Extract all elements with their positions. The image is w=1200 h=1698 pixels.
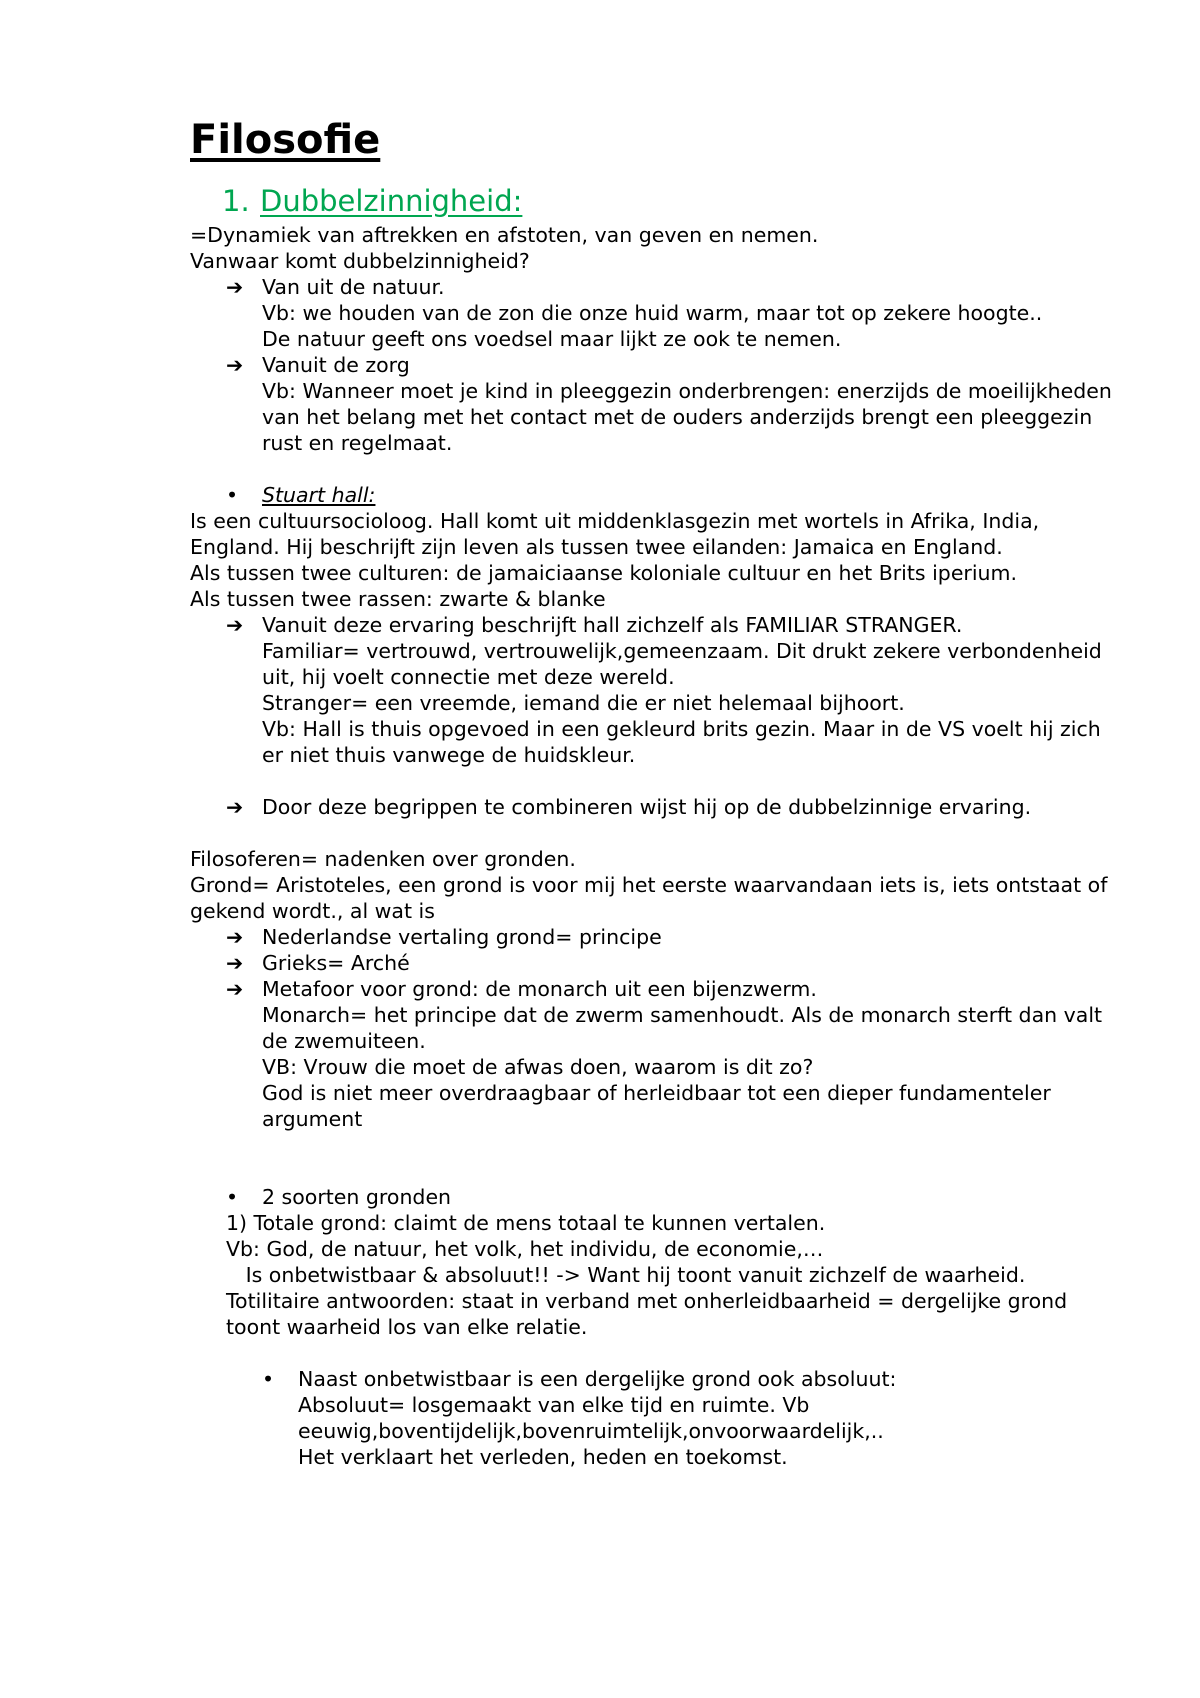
stuart-paragraph: Als tussen twee culturen: de jamaiciaanse koloniale cultuur en het Brits iperium. (190, 561, 1018, 585)
absoluut-line: Naast onbetwistbaar is een dergelijke grond ook absoluut: (298, 1367, 897, 1391)
soorten-line: Totilitaire antwoorden: staat in verband met onherleidbaarheid = dergelijke grond toont waarheid los van elke relatie. (226, 1289, 1068, 1339)
arrow-line: Monarch= het principe dat de zwerm samenhoudt. Als de monarch sterft dan valt de zwemuiteen. (262, 1003, 1103, 1053)
stuart-paragraph: Is een cultuursocioloog. Hall komt uit middenklasgezin met wortels in Afrika, India, England. Hij beschrijft zijn leven als tussen twee eilanden: Jamaica en England. (190, 509, 1040, 559)
arrow-item-metafoor (190, 976, 1120, 1132)
arrow-line: Vb: Wanneer moet je kind in pleeggezin onderbrengen: enerzijds de moeilijkheden van het belang met het contact met de ouders anderzijds brengt een pleeggezin rust en regelmaat. (262, 379, 1112, 455)
stuart-hall-label: Stuart hall: (262, 483, 376, 507)
spacer (190, 1132, 1120, 1184)
page-title: Filosofie (190, 117, 381, 163)
arrow-line: God is niet meer overdraagbaar of herleidbaar tot een dieper fundamenteler argument (262, 1081, 1051, 1131)
arrow-item-principe (190, 924, 1120, 950)
arrow-line: VB: Vrouw die moet de afwas doen, waarom is dit zo? (262, 1055, 814, 1079)
spacer (190, 1340, 1120, 1366)
soorten-body (190, 1210, 1120, 1340)
section-heading-dubbelzinnigheid (190, 182, 1120, 220)
arrow-right-icon: ➔ (226, 275, 244, 299)
arrow-line: Nederlandse vertaling grond= principe (262, 925, 662, 949)
arrow-line: Vanuit deze ervaring beschrijft hall zichzelf als FAMILIAR STRANGER. (262, 613, 963, 637)
bullet-icon: • (226, 1185, 239, 1209)
arrow-right-icon: ➔ (226, 951, 244, 975)
soorten-label: 2 soorten gronden (262, 1185, 452, 1209)
spacer (190, 456, 1120, 482)
arrow-item-zorg (190, 352, 1120, 456)
arrow-line: Grieks= Arché (262, 951, 410, 975)
section-number: 1. (222, 184, 250, 218)
grond-paragraph: Grond= Aristoteles, een grond is voor mij het eerste waarvandaan iets is, iets ontstaat of gekend wordt., al wat is (190, 873, 1108, 923)
arrow-line: Vanuit de zorg (262, 353, 410, 377)
intro-line-1: =Dynamiek van aftrekken en afstoten, van geven en nemen. (190, 223, 819, 247)
soorten-line: 1) Totale grond: claimt de mens totaal te kunnen vertalen. (226, 1211, 826, 1235)
bullet-item-soorten (190, 1184, 1120, 1210)
arrow-right-icon: ➔ (226, 353, 244, 377)
arrow-line: Door deze begrippen te combineren wijst hij op de dubbelzinnige ervaring. (262, 795, 1032, 819)
arrow-line: Metafoor voor grond: de monarch uit een bijenzwerm. (262, 977, 817, 1001)
arrow-item-combineren (190, 794, 1120, 820)
soorten-line: Vb: God, de natuur, het volk, het individu, de economie,… (226, 1237, 824, 1261)
intro-line-2: Vanwaar komt dubbelzinnigheid? (190, 249, 530, 273)
arrow-right-icon: ➔ (226, 795, 244, 819)
arrow-line: Vb: we houden van de zon die onze huid warm, maar tot op zekere hoogte.. (262, 301, 1043, 325)
stuart-paragraph: Als tussen twee rassen: zwarte & blanke (190, 587, 606, 611)
arrow-right-icon: ➔ (226, 613, 244, 637)
arrow-line: Van uit de natuur. (262, 275, 445, 299)
bullet-icon: • (262, 1367, 275, 1391)
arrow-line: Vb: Hall is thuis opgevoed in een gekleurd brits gezin. Maar in de VS voelt hij zich er niet thuis vanwege de huidskleur. (262, 717, 1101, 767)
absoluut-line: Absoluut= losgemaakt van elke tijd en ruimte. Vb eeuwig,boventijdelijk,bovenruimtelijk,onvoorwaardelijk,.. (298, 1393, 884, 1443)
arrow-right-icon: ➔ (226, 925, 244, 949)
bullet-icon: • (226, 483, 239, 507)
bullet-item-absoluut (190, 1366, 1120, 1470)
absoluut-line: Het verklaart het verleden, heden en toekomst. (298, 1445, 788, 1469)
spacer (190, 820, 1120, 846)
document-content (190, 112, 1120, 1470)
arrow-line: De natuur geeft ons voedsel maar lijkt ze ook te nemen. (262, 327, 842, 351)
arrow-line: Stranger= een vreemde, iemand die er niet helemaal bijhoort. (262, 691, 905, 715)
soorten-line: Is onbetwistbaar & absoluut!! -> Want hij toont vanuit zichzelf de waarheid. (226, 1263, 1026, 1287)
arrow-item-natuur (190, 274, 1120, 352)
arrow-item-familiar-stranger (190, 612, 1120, 768)
arrow-item-arche (190, 950, 1120, 976)
section-heading-text: Dubbelzinnigheid: (260, 184, 523, 218)
arrow-line: Familiar= vertrouwd, vertrouwelijk,gemeenzaam. Dit drukt zekere verbondenheid uit, hij voelt connectie met deze wereld. (262, 639, 1102, 689)
spacer (190, 768, 1120, 794)
bullet-item-stuart-hall (190, 482, 1120, 508)
grond-paragraph: Filosoferen= nadenken over gronden. (190, 847, 576, 871)
arrow-right-icon: ➔ (226, 977, 244, 1001)
